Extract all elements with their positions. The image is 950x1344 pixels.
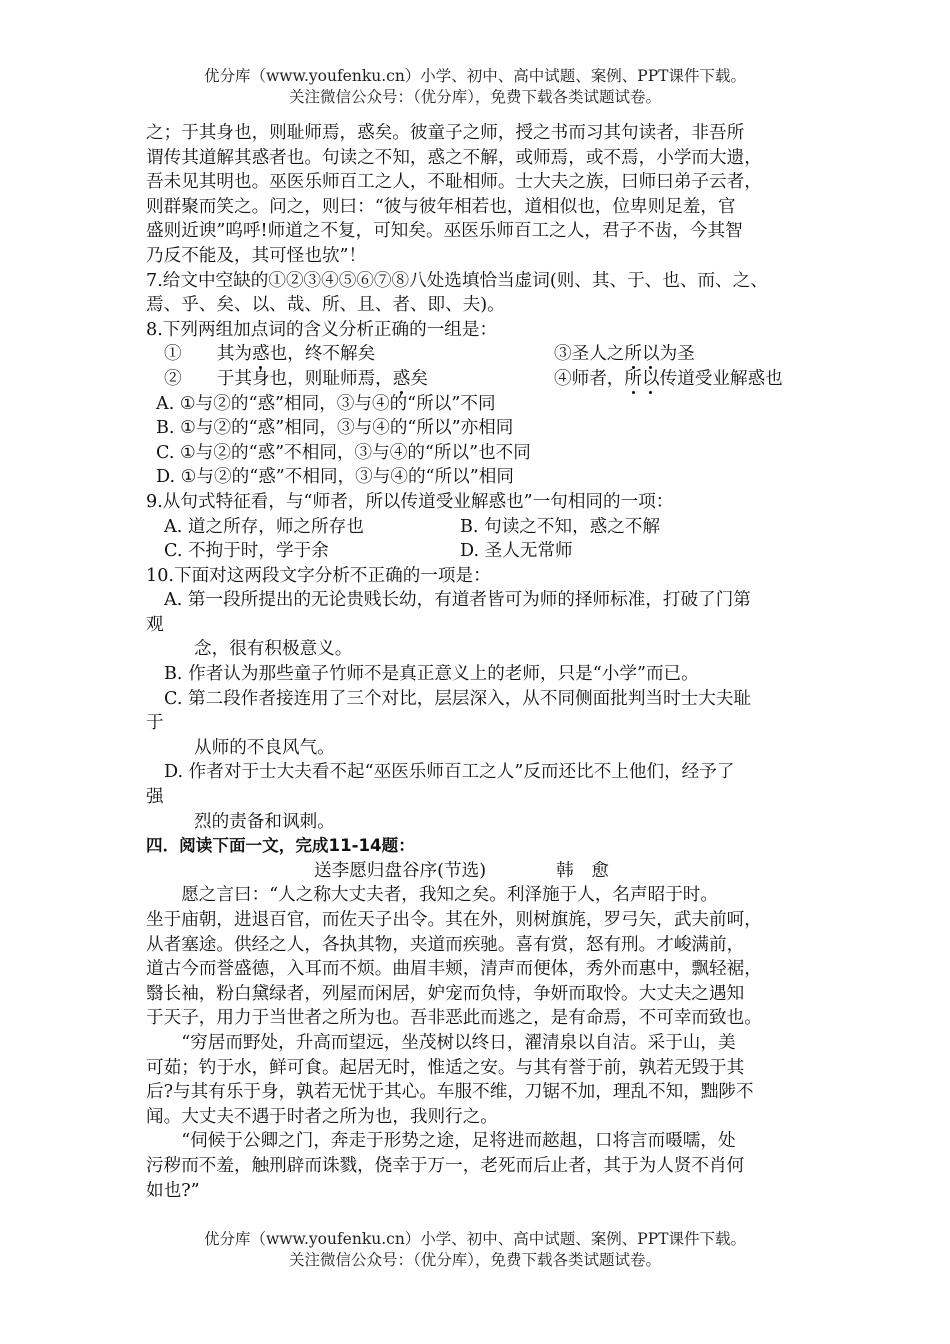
- item-1: [164, 342, 554, 367]
- document-body: [146, 121, 826, 1203]
- passage-line: 谓传其道解其惑者也。句读之不知，惑之不解，或师焉，或不焉，小学而大遗，: [146, 147, 762, 168]
- question-9-option-a: A. 道之所存，师之所存也: [164, 516, 364, 537]
- question-7: [146, 269, 826, 318]
- question-10-option-a-cont: 念，很有积极意义。: [194, 639, 353, 660]
- item-text: ③圣人之: [554, 344, 625, 365]
- page-footer: [0, 1229, 950, 1271]
- article-title: 送李愿归盘谷序(节选): [314, 860, 487, 881]
- question-8-stem: 8.下列两组加点词的含义分析正确的一组是：: [146, 319, 498, 340]
- dotted-word: 以: [642, 344, 660, 365]
- question-10-option-d-cont: 烈的责备和讽刺。: [194, 811, 335, 832]
- question-10-option-d: D. 作者对于士大夫看不起“巫医乐师百工之人”反而还比不上他们，经予了: [164, 762, 735, 783]
- paragraph-line: 从者塞途。供经之人，各执其物，夹道而疾驰。喜有赏，怒有刑。才峻满前，: [146, 934, 745, 955]
- paragraph-line: 如也?”: [146, 1180, 200, 1201]
- article-title-line: [146, 859, 826, 884]
- footer-line-1: 优分库（www.youfenku.cn）小学、初中、高中试题、案例、PPT课件下载。: [203, 1230, 747, 1248]
- question-7-line: 7.给文中空缺的①②③④⑤⑥⑦⑧八处选填恰当虚词(则、其、于、也、而、之、: [146, 270, 768, 291]
- question-9-option-c: C. 不拘于时，学于余: [164, 541, 329, 562]
- passage-line: 之；于其身也，则耻师焉，惑矣。彼童子之师，授之书而习其句读者，非吾所: [146, 123, 745, 143]
- item-text: 也，终不解矣: [269, 344, 376, 365]
- question-10-option-b: B. 作者认为那些童子竹师不是真正意义上的老师，只是“小学”而已。: [164, 664, 699, 685]
- paragraph-line: 愿之言曰：“人之称大丈夫者，我知之矣。利泽施于人，名声昭于时。: [146, 885, 718, 906]
- question-10-option-c-cont: 从师的不良风气。: [194, 737, 335, 758]
- question-9-option-d: D. 圣人无常师: [460, 541, 573, 562]
- dotted-word: 以: [642, 368, 660, 389]
- paragraph-line: 可茹；钓于水，鲜可食。起居无时，惟适之安。与其有誉于前，孰若无毁于其: [146, 1057, 745, 1078]
- passage-continuation: [146, 121, 826, 269]
- question-9-stem: 9.从句式特征看，与“师者，所以传道受业解惑也”一句相同的一项：: [146, 491, 674, 512]
- item-text: 其为: [216, 344, 253, 365]
- question-9-options-row-2: [146, 539, 826, 564]
- question-8-option-a: A. ①与②的“惑”相同，③与④的“所以”不同: [156, 393, 496, 414]
- question-7-line: 焉、乎、矣、以、哉、所、且、者、即、夫)。: [146, 295, 505, 316]
- item-4: [554, 367, 783, 392]
- page-header: [0, 66, 950, 108]
- article-author: 韩 愈: [556, 860, 609, 881]
- question-10: [146, 564, 826, 835]
- passage-line: 吾未见其明也。巫医乐师百工之人，不耻相师。士大夫之族，曰师曰弟子云者，: [146, 172, 762, 193]
- header-line-2: 关注微信公众号：（优分库），免费下载各类试题试卷。: [288, 88, 661, 106]
- section-heading: 四．阅读下面一文，完成11-14题：: [146, 836, 415, 856]
- item-text: 传道受业解惑也: [659, 368, 783, 389]
- passage-line: 乃反不能及，其可怪也欤”！: [146, 245, 367, 266]
- question-8-option-b: B. ①与②的“惑”相同，③与④的“所以”亦相同: [156, 418, 514, 439]
- item-text: 于其身也，则耻师焉，: [216, 368, 393, 389]
- paragraph-line: 污秽而不羞，触刑辟而诛戮，侥幸于万一，老死而后止者，其于为人贤不肖何: [146, 1155, 745, 1176]
- dotted-word: 惑: [252, 344, 270, 365]
- question-8-items-row-2: [146, 367, 826, 392]
- item-text: 矣: [410, 368, 428, 389]
- footer-line-2: 关注微信公众号：（优分库），免费下载各类试题试卷。: [288, 1251, 661, 1269]
- question-10-option-a-wrap: 观: [146, 614, 164, 635]
- paragraph-line: 于天子，用力于当世者之所为也。吾非恶此而逃之，是有命焉，不可幸而致也。: [146, 1008, 762, 1029]
- paragraph-line: 道古今而誉盛德，入耳而不烦。曲眉丰颊，清声而便体，秀外而惠中，飘轻裾，: [146, 959, 762, 980]
- question-10-option-d-wrap: 强: [146, 787, 164, 808]
- question-10-option-c: C. 第二段作者接连用了三个对比，层层深入，从不同侧面批判当时士大夫耻: [164, 688, 752, 709]
- section-4: [146, 834, 826, 1203]
- paragraph-line: 闻。大丈夫不遇于时者之所为也，我则行之。: [146, 1106, 498, 1127]
- item-number: ①: [164, 344, 182, 365]
- item-text: ④师者，: [554, 368, 625, 389]
- paragraph-line: 坐于庙朝，进退百官，而佐天子出令。其在外，则树旗旄，罗弓矢，武夫前呵，: [146, 910, 762, 930]
- dotted-word: 所: [624, 344, 642, 365]
- header-line-1: 优分库（www.youfenku.cn）小学、初中、高中试题、案例、PPT课件下载。: [203, 67, 747, 85]
- question-10-stem: 10.下面对这两段文字分析不正确的一项是：: [146, 565, 491, 586]
- question-8-option-d: D. ①与②的“惑”不相同，③与④的“所以”相同: [156, 467, 514, 488]
- article-paragraph-3: [146, 1129, 826, 1203]
- article-paragraph-2: [146, 1031, 826, 1129]
- question-9-option-b: B. 句读之不知，惑之不解: [460, 516, 661, 537]
- item-text: 为圣: [659, 344, 695, 365]
- question-10-option-a: A. 第一段所提出的无论贵贱长幼，有道者皆可为师的择师标准，打破了门第: [164, 590, 751, 611]
- question-10-option-c-wrap: 于: [146, 713, 164, 734]
- paragraph-line: “伺候于公卿之门，奔走于形势之途，足将进而趑趄，口将言而嗫嚅，处: [146, 1131, 736, 1152]
- question-8: [146, 318, 826, 490]
- paragraph-line: 后?与其有乐于身，孰若无忧于其心。车服不维，刀锯不加，理乱不知，黜陟不: [146, 1082, 754, 1103]
- question-9-options-row-1: [146, 515, 826, 540]
- item-2: [164, 367, 554, 392]
- dotted-word: 所: [624, 368, 642, 389]
- passage-line: 盛则近谀”呜呼!师道之不复，可知矣。巫医乐师百工之人，君子不齿，今其智: [146, 221, 743, 242]
- question-8-items-row-1: [146, 342, 826, 367]
- question-9: [146, 490, 826, 564]
- passage-line: 则群聚而笑之。问之，则曰：“彼与彼年相若也，道相似也，位卑则足羞，官: [146, 196, 736, 217]
- paragraph-line: “穷居而野处，升高而望远，坐茂树以终日，濯清泉以自洁。采于山，美: [146, 1032, 736, 1053]
- item-number: ②: [164, 368, 182, 389]
- item-3: [554, 342, 695, 367]
- paragraph-line: 翳长袖，粉白黛绿者，列屋而闲居，妒宠而负恃，争妍而取怜。大丈夫之遇知: [146, 983, 745, 1004]
- article-paragraph-1: [146, 883, 826, 1031]
- question-8-option-c: C. ①与②的“惑”不相同，③与④的“所以”也不同: [156, 442, 531, 463]
- dotted-word: 惑: [392, 368, 411, 389]
